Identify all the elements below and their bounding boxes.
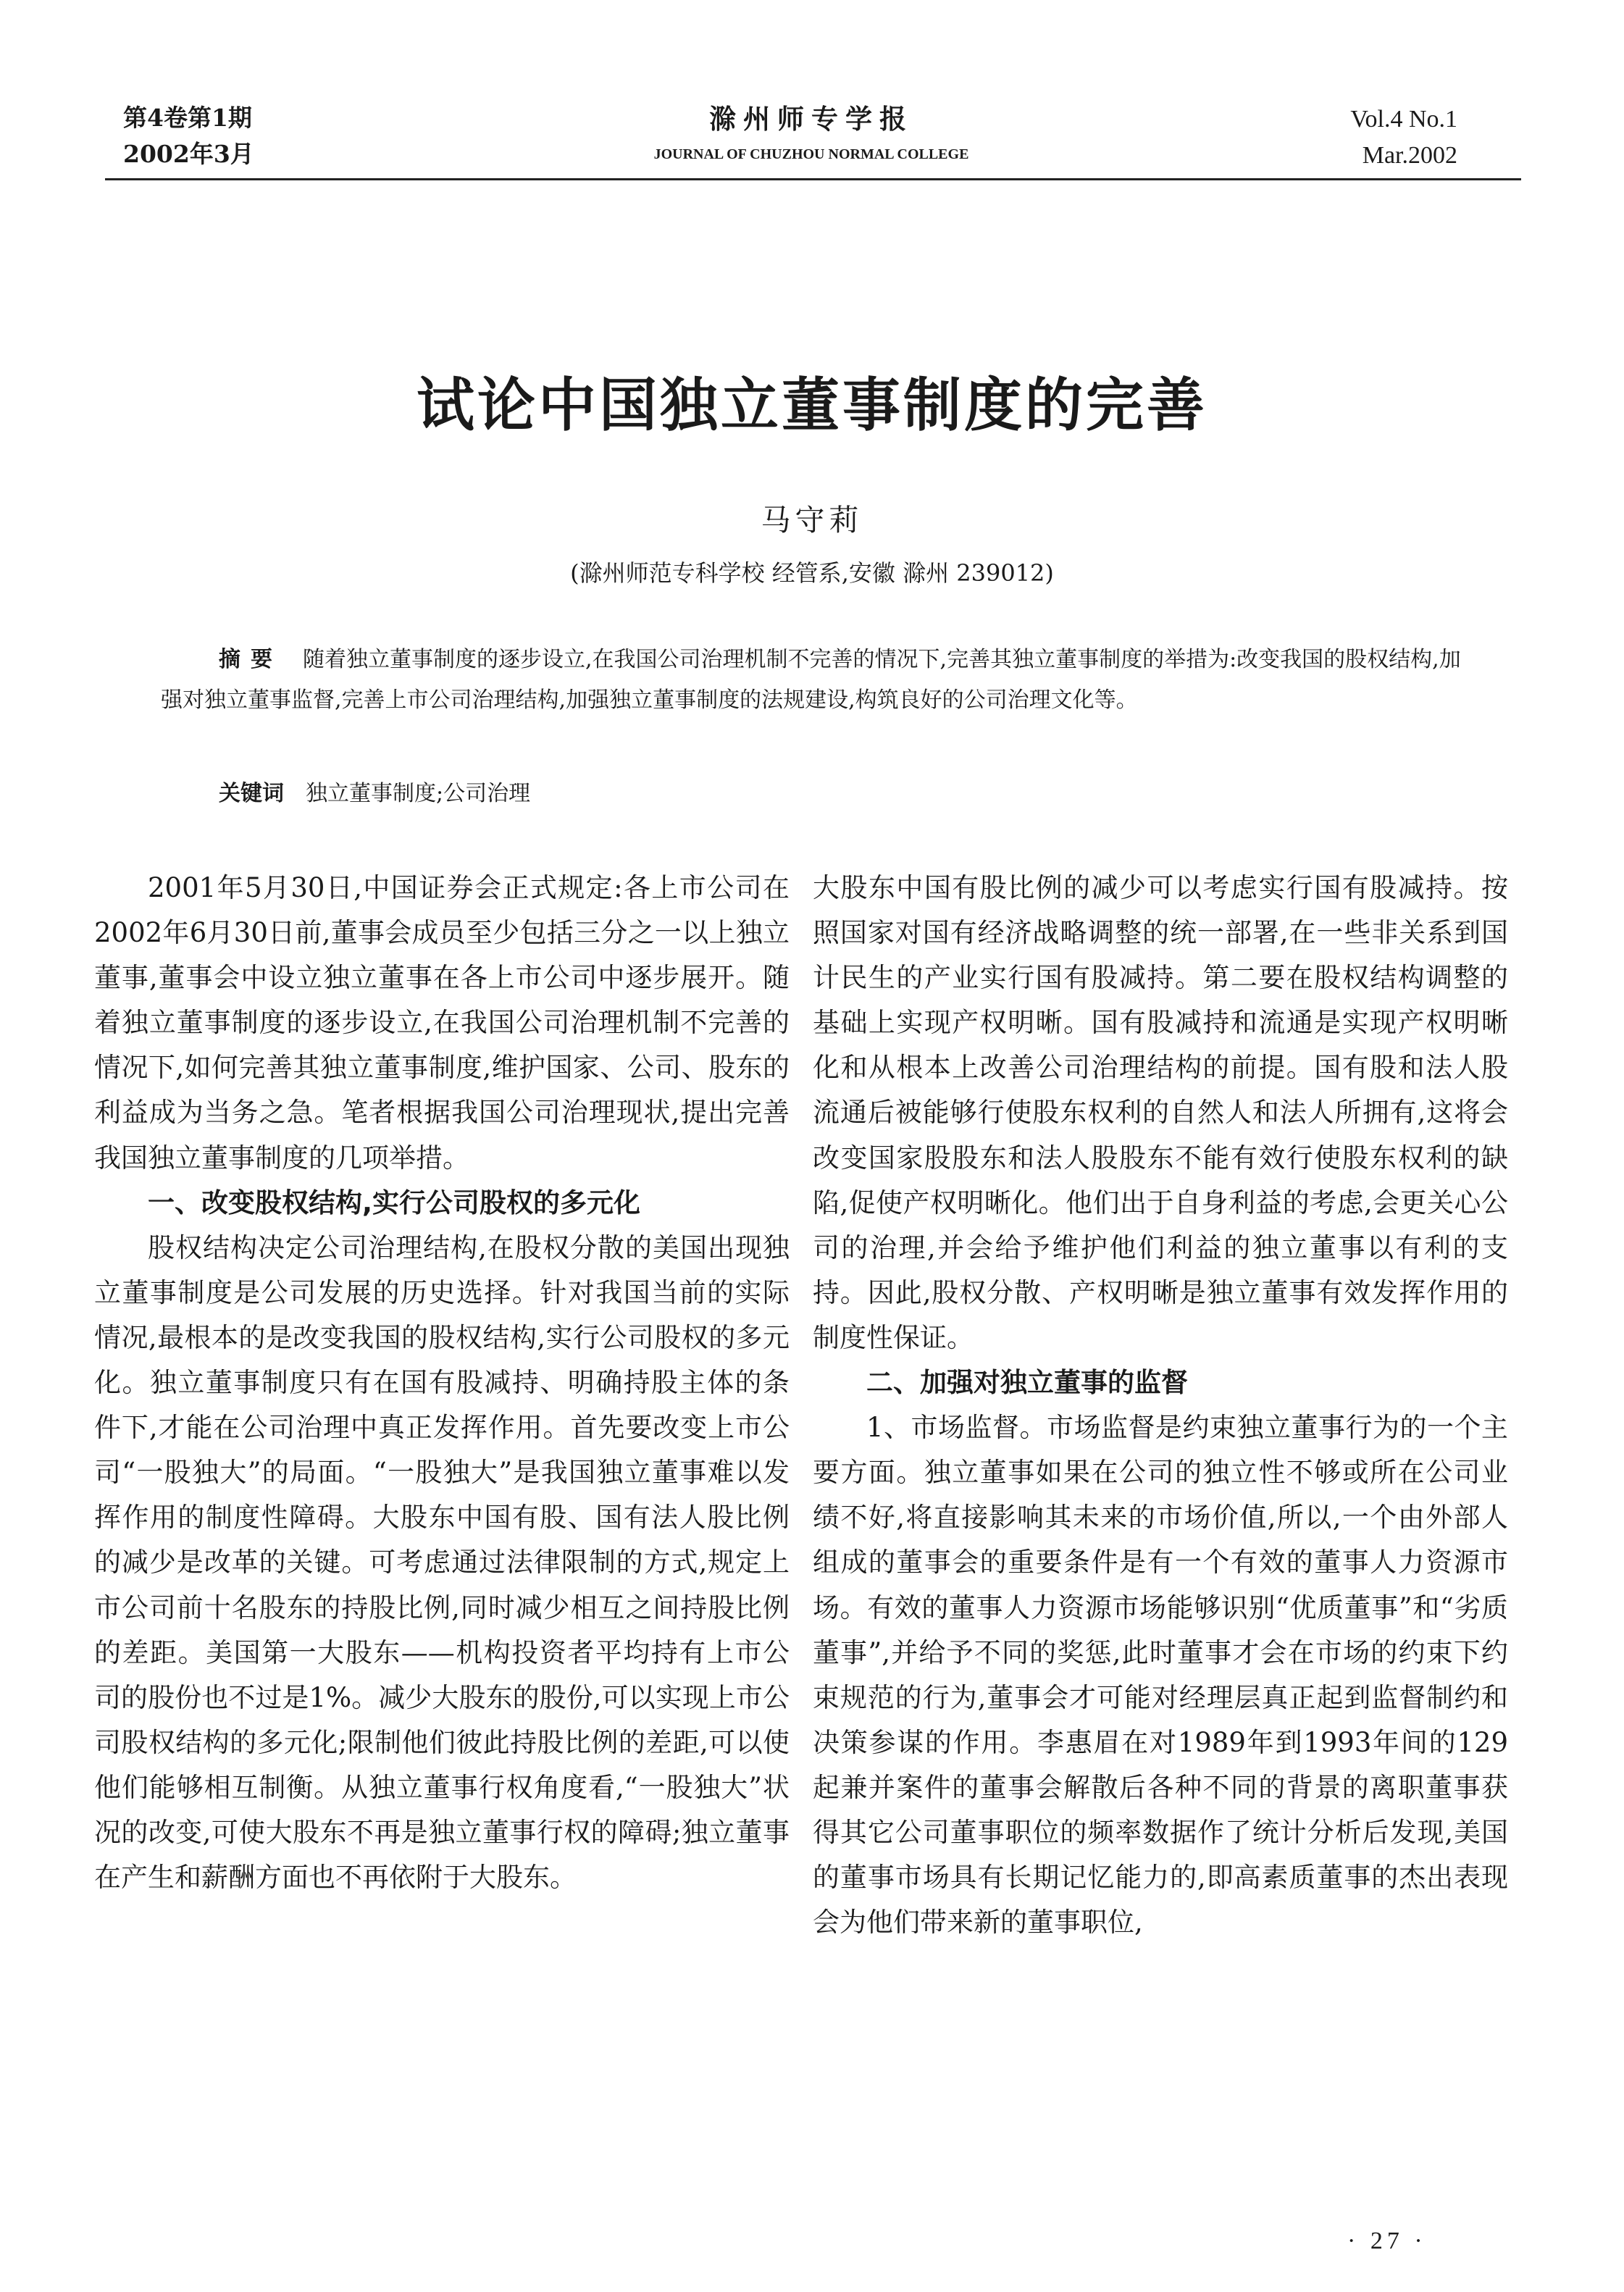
date-cn: 2002年3月: [123, 140, 254, 168]
page-number: · 27 ·: [1347, 2228, 1427, 2254]
journal-title-en: JOURNAL OF CHUZHOU NORMAL COLLEGE: [653, 146, 969, 162]
body-column-left: [94, 866, 790, 1900]
author-affiliation: (滁州师范专科学校 经管系,安徽 滁州 239012): [570, 559, 1054, 587]
abstract: [161, 640, 1465, 721]
date-en: Mar.2002: [1362, 142, 1457, 169]
body-paragraph: 股权结构决定公司治理结构,在股权分散的美国出现独立董事制度是公司发展的历史选择。针对我国当前的实际情况,最根本的是改变我国的股权结构,实行公司股权的多元化。独立董事制度只有在国有股减持、明确持股主体的条件下,才能在公司治理中真正发挥作用。首先要改变上市公司“一股独大”的局面。“一股独大”是我国独立董事难以发挥作用的制度性障碍。大股东中国有股、国有法人股比例的减少是改革的关键。可考虑通过法律限制的方式,规定上市公司前十名股东的持股比例,同时减少相互之间持股比例的差距。美国第一大股东——机构投资者平均持有上市公司的股份也不过是1%。减少大股东的股份,可以实现上市公司股权结构的多元化;限制他们彼此持股比例的差距,可以使他们能够相互制衡。从独立董事行权角度看,“一股独大”状况的改变,可使大股东不再是独立董事行权的障碍;独立董事在产生和薪酬方面也不再依附于大股东。: [94, 1231, 790, 1894]
section-heading-2: 二、加强对独立董事的监督: [866, 1367, 1188, 1399]
article-title: 试论中国独立董事制度的完善: [417, 372, 1207, 439]
running-header-left: [123, 100, 254, 172]
body-paragraph: 2001年5月30日,中国证券会正式规定:各上市公司在2002年6月30日前,董事会成员至少包括三分之一以上独立董事,董事会中设立独立董事在各上市公司中逐步展开。随着独立董事制度的逐步设立,在我国公司治理机制不完善的情况下,如何完善其独立董事制度,维护国家、公司、股东的利益成为当务之急。笔者根据我国公司治理现状,提出完善我国独立董事制度的几项举措。: [94, 872, 790, 1174]
running-header-center: [623, 100, 1000, 165]
article-author: 马守莉: [761, 503, 863, 538]
keywords-label: 关键词: [219, 781, 284, 806]
abstract-text: 随着独立董事制度的逐步设立,在我国公司治理机制不完善的情况下,完善其独立董事制度的举措为:改变我国的股权结构,加强对独立董事监督,完善上市公司治理结构,加强独立董事制度的法规建设,构筑良好的公司治理文化等。: [161, 647, 1461, 713]
body-paragraph-continued: 大股东中国有股比例的减少可以考虑实行国有股减持。按照国家对国有经济战略调整的统一部署,在一些非关系到国计民生的产业实行国有股减持。第二要在股权结构调整的基础上实现产权明晰。国有股减持和流通是实现产权明晰化和从根本上改善公司治理结构的前提。国有股和法人股流通后被能够行使股东权利的自然人和法人所拥有,这将会改变国家股股东和法人股股东不能有效行使股东权利的缺陷,促使产权明晰化。他们出于自身利益的考虑,会更关心公司的治理,并会给予维护他们利益的独立董事以有利的支持。因此,股权分散、产权明晰是独立董事有效发挥作用的制度性保证。: [813, 872, 1508, 1353]
abstract-label: 摘要: [219, 647, 282, 672]
keywords-text: 独立董事制度;公司治理: [306, 781, 531, 806]
running-header-right: [1350, 101, 1457, 174]
volume-issue-cn: 第4卷第1期: [123, 104, 252, 132]
journal-title-cn: 滁州师专学报: [709, 103, 913, 135]
header-divider: [105, 178, 1521, 180]
volume-issue-en: Vol.4 No.1: [1350, 106, 1457, 133]
section-heading-1: 一、改变股权结构,实行公司股权的多元化: [148, 1187, 641, 1218]
body-column-right: [813, 866, 1508, 1945]
keywords: [219, 774, 1450, 814]
body-paragraph: 1、市场监督。市场监督是约束独立董事行为的一个主要方面。独立董事如果在公司的独立性不够或所在公司业绩不好,将直接影响其未来的市场价值,所以,一个由外部人组成的董事会的重要条件是有一个有效的董事人力资源市场。有效的董事人力资源市场能够识别“优质董事”和“劣质董事”,并给予不同的奖惩,此时董事才会在市场的约束下约束规范的行为,董事会才可能对经理层真正起到监督制约和决策参谋的作用。李惠眉在对1989年到1993年间的129起兼并案件的董事会解散后各种不同的背景的离职董事获得其它公司董事职位的频率数据作了统计分析后发现,美国的董事市场具有长期记忆能力的,即高素质董事的杰出表现会为他们带来新的董事职位,: [813, 1412, 1508, 1938]
